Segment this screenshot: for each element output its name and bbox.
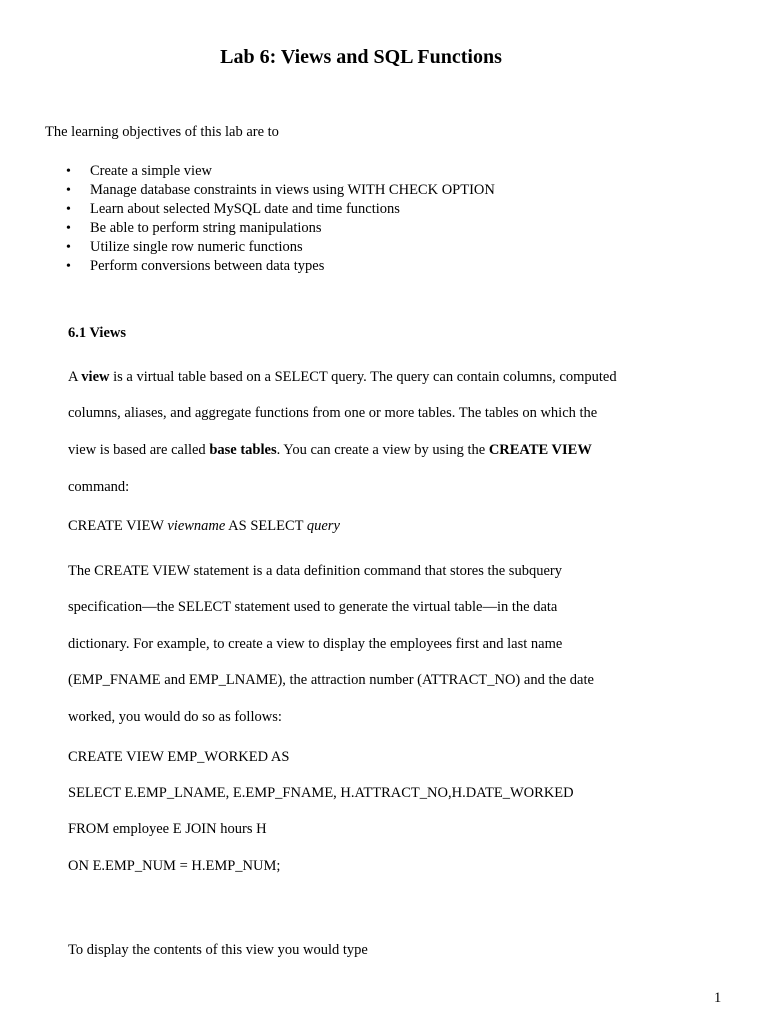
code-line: CREATE VIEW EMP_WORKED AS [68, 749, 290, 765]
bullet-icon: • [66, 164, 71, 179]
paragraph-line: The CREATE VIEW statement is a data definition command that stores the subquery [68, 563, 562, 579]
paragraph-line: (EMP_FNAME and EMP_LNAME), the attraction number (ATTRACT_NO) and the date [68, 672, 594, 688]
paragraph-line: columns, aliases, and aggregate functions from one or more tables. The tables on which the [68, 405, 598, 421]
code-line: FROM employee E JOIN hours H [68, 821, 267, 837]
term-view: view [81, 369, 110, 385]
code-line: SELECT E.EMP_LNAME, E.EMP_FNAME, H.ATTRACT_NO,H.DATE_WORKED [68, 785, 574, 801]
list-item: • Utilize single row numeric functions [66, 239, 303, 255]
term-base-tables: base tables [209, 442, 277, 458]
page-title: Lab 6: Views and SQL Functions [220, 46, 502, 68]
intro-text: The learning objectives of this lab are to [45, 124, 279, 140]
paragraph-line: command: [68, 479, 130, 495]
objectives-list [66, 162, 495, 276]
paragraph-line: worked, you would do so as follows: [68, 709, 282, 725]
bullet-icon: • [66, 259, 71, 274]
bullet-icon: • [66, 183, 71, 198]
list-item: • Perform conversions between data types [66, 258, 325, 274]
paragraph-line: specification—the SELECT statement used to generate the virtual table—in the data [68, 599, 558, 615]
bullet-icon: • [66, 221, 71, 236]
list-item: • Create a simple view [66, 163, 212, 179]
paragraph-line: view is based are called base tables. You can create a view by using the CREATE VIEW [68, 442, 592, 458]
paragraph-line: dictionary. For example, to create a view to display the employees first and last name [68, 636, 563, 652]
code-line: ON E.EMP_NUM = H.EMP_NUM; [68, 858, 281, 874]
list-item: • Learn about selected MySQL date and time functions [66, 201, 400, 217]
paragraph-line: To display the contents of this view you would type [68, 942, 368, 958]
bullet-icon: • [66, 240, 71, 255]
page-number: 1 [714, 990, 722, 1006]
paragraph-line: A view is a virtual table based on a SELECT query. The query can contain columns, computed [68, 369, 617, 385]
syntax-line: CREATE VIEW viewname AS SELECT query [68, 518, 340, 534]
list-item: • Manage database constraints in views using WITH CHECK OPTION [66, 182, 495, 198]
term-create-view: CREATE VIEW [488, 442, 592, 458]
bullet-icon: • [66, 202, 71, 217]
section-heading: 6.1 Views [68, 325, 126, 341]
list-item: • Be able to perform string manipulations [66, 220, 322, 236]
